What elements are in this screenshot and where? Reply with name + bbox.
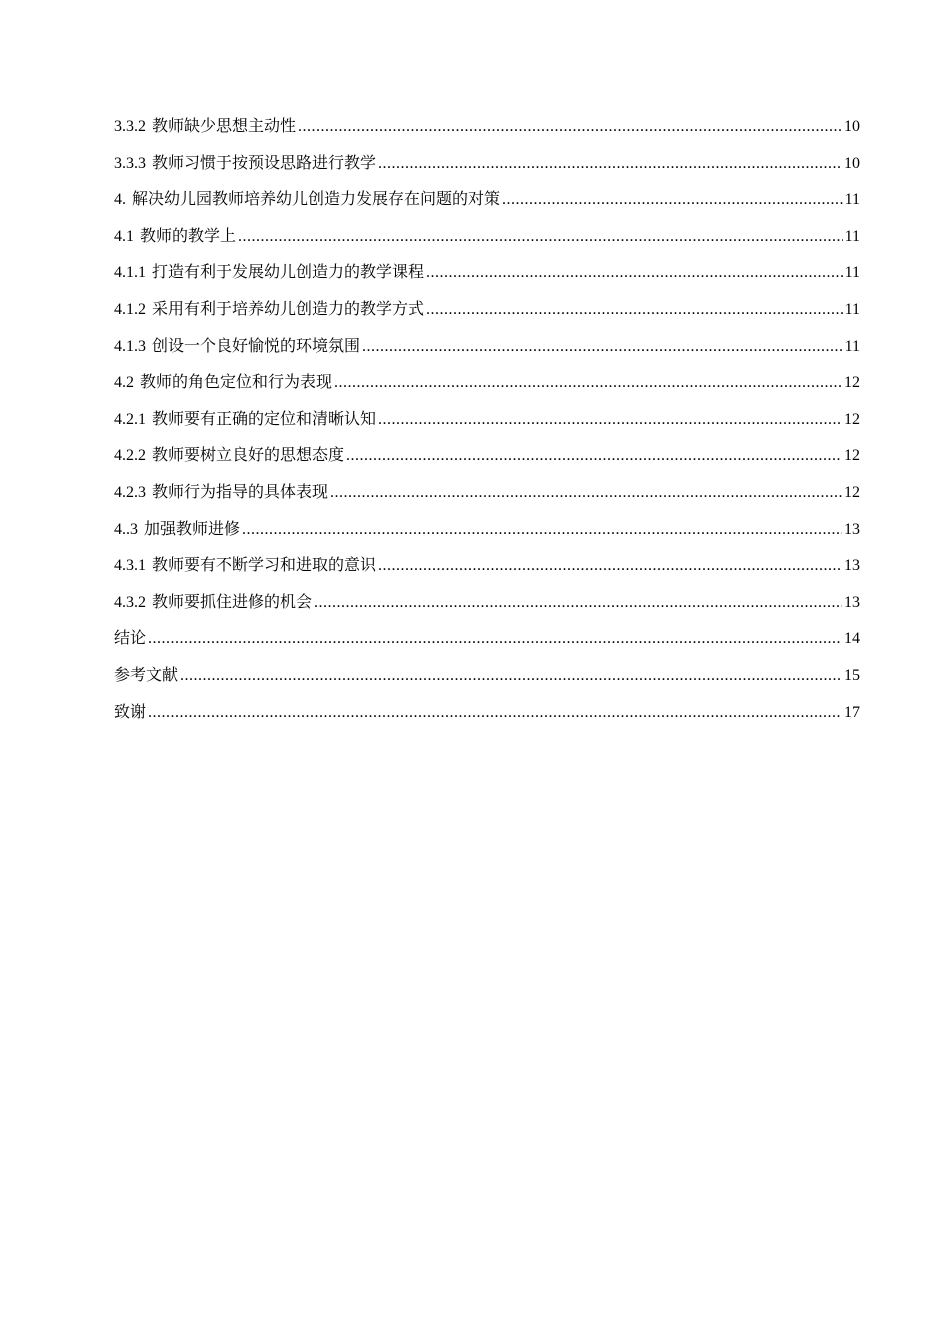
toc-dot-leader <box>378 554 842 578</box>
toc-dot-leader <box>330 481 842 505</box>
toc-entry-number: 3.3.3 <box>114 154 146 172</box>
toc-entry-title: 教师的角色定位和行为表现 <box>140 372 333 392</box>
toc-entry-number: 4.1.2 <box>114 300 146 318</box>
toc-entry-page: 13 <box>844 557 860 575</box>
toc-entry-page: 12 <box>844 374 860 392</box>
toc-entry[interactable] <box>114 663 860 700</box>
toc-entry-page: 10 <box>844 118 860 135</box>
toc-entry-number: 4.3.2 <box>114 593 146 611</box>
toc-entry[interactable] <box>114 224 860 261</box>
toc-entry-number: 4.2.1 <box>114 410 146 428</box>
toc-entry-title: 教师行为指导的具体表现 <box>152 481 329 501</box>
toc-entry-title: 教师缺少思想主动性 <box>152 116 297 135</box>
toc-entry-page: 15 <box>844 666 860 684</box>
toc-entry-page: 13 <box>844 593 860 611</box>
toc-entry-title: 教师要抓住进修的机会 <box>152 591 313 611</box>
toc-entry-number: 4.2.3 <box>114 483 146 501</box>
toc-entry-title: 教师要树立良好的思想态度 <box>152 445 345 465</box>
toc-entry-number: 4.2.2 <box>114 447 146 465</box>
toc-entry-title: 教师要有正确的定位和清晰认知 <box>152 408 377 428</box>
toc-entry-page: 12 <box>844 483 860 501</box>
toc-entry[interactable] <box>114 407 860 444</box>
toc-dot-leader <box>378 408 842 432</box>
toc-entry-title: 加强教师进修 <box>144 518 241 538</box>
toc-dot-leader <box>180 664 842 688</box>
toc-entry-title: 教师习惯于按预设思路进行教学 <box>152 152 377 172</box>
toc-entry[interactable] <box>114 443 860 480</box>
toc-entry-page: 12 <box>844 410 860 428</box>
toc-entry-page: 13 <box>844 520 860 538</box>
toc-entry-page: 17 <box>844 703 860 721</box>
toc-dot-leader <box>148 701 842 725</box>
table-of-contents <box>114 114 860 736</box>
toc-dot-leader <box>242 518 842 542</box>
toc-dot-leader <box>298 115 842 139</box>
toc-entry[interactable] <box>114 297 860 334</box>
toc-entry[interactable] <box>114 517 860 554</box>
toc-entry[interactable] <box>114 590 860 627</box>
toc-entry-title: 采用有利于培养幼儿创造力的教学方式 <box>152 298 425 318</box>
toc-entry-number: 4.1.1 <box>114 264 146 282</box>
toc-entry-title: 打造有利于发展幼儿创造力的教学课程 <box>152 262 425 282</box>
toc-dot-leader <box>238 225 843 249</box>
toc-entry-title: 结论 <box>114 628 147 648</box>
toc-entry[interactable] <box>114 626 860 663</box>
toc-dot-leader <box>148 627 842 651</box>
toc-dot-leader <box>502 188 843 212</box>
toc-dot-leader <box>346 444 842 468</box>
toc-entry-page: 11 <box>844 264 860 282</box>
toc-dot-leader <box>378 152 842 176</box>
toc-dot-leader <box>314 591 842 615</box>
toc-entry-page: 11 <box>844 191 860 209</box>
toc-entry[interactable] <box>114 480 860 517</box>
toc-entry-title: 参考文献 <box>114 664 179 684</box>
toc-dot-leader <box>426 298 843 322</box>
toc-entry-page: 10 <box>844 154 860 172</box>
toc-entry-number: 4.3.1 <box>114 557 146 575</box>
toc-entry[interactable] <box>114 700 860 737</box>
toc-entry-number: 4.2 <box>114 374 134 392</box>
toc-entry-page: 11 <box>844 337 860 355</box>
toc-dot-leader <box>362 335 843 359</box>
toc-entry-title: 创设一个良好愉悦的环境氛围 <box>152 335 361 355</box>
toc-entry-title: 教师要有不断学习和进取的意识 <box>152 555 377 575</box>
toc-entry-page: 12 <box>844 447 860 465</box>
toc-entry[interactable] <box>114 151 860 188</box>
toc-entry-title: 解决幼儿园教师培养幼儿创造力发展存在问题的对策 <box>132 189 501 209</box>
toc-entry-title: 致谢 <box>114 701 147 721</box>
toc-entry[interactable] <box>114 553 860 590</box>
toc-entry-number: 3.3.2 <box>114 118 146 135</box>
toc-entry-number: 4.1 <box>114 227 134 245</box>
toc-entry-page: 11 <box>844 227 860 245</box>
toc-entry-title: 教师的教学上 <box>140 225 237 245</box>
toc-dot-leader <box>334 371 842 395</box>
toc-entry[interactable] <box>114 260 860 297</box>
toc-entry[interactable] <box>114 187 860 224</box>
toc-entry[interactable] <box>114 114 860 151</box>
toc-entry-page: 11 <box>844 300 860 318</box>
toc-entry[interactable] <box>114 370 860 407</box>
toc-entry-number: 4..3 <box>114 520 138 538</box>
toc-entry-number: 4. <box>114 191 126 209</box>
toc-entry-page: 14 <box>844 630 860 648</box>
toc-entry-number: 4.1.3 <box>114 337 146 355</box>
toc-entry[interactable] <box>114 334 860 371</box>
toc-dot-leader <box>426 261 843 285</box>
